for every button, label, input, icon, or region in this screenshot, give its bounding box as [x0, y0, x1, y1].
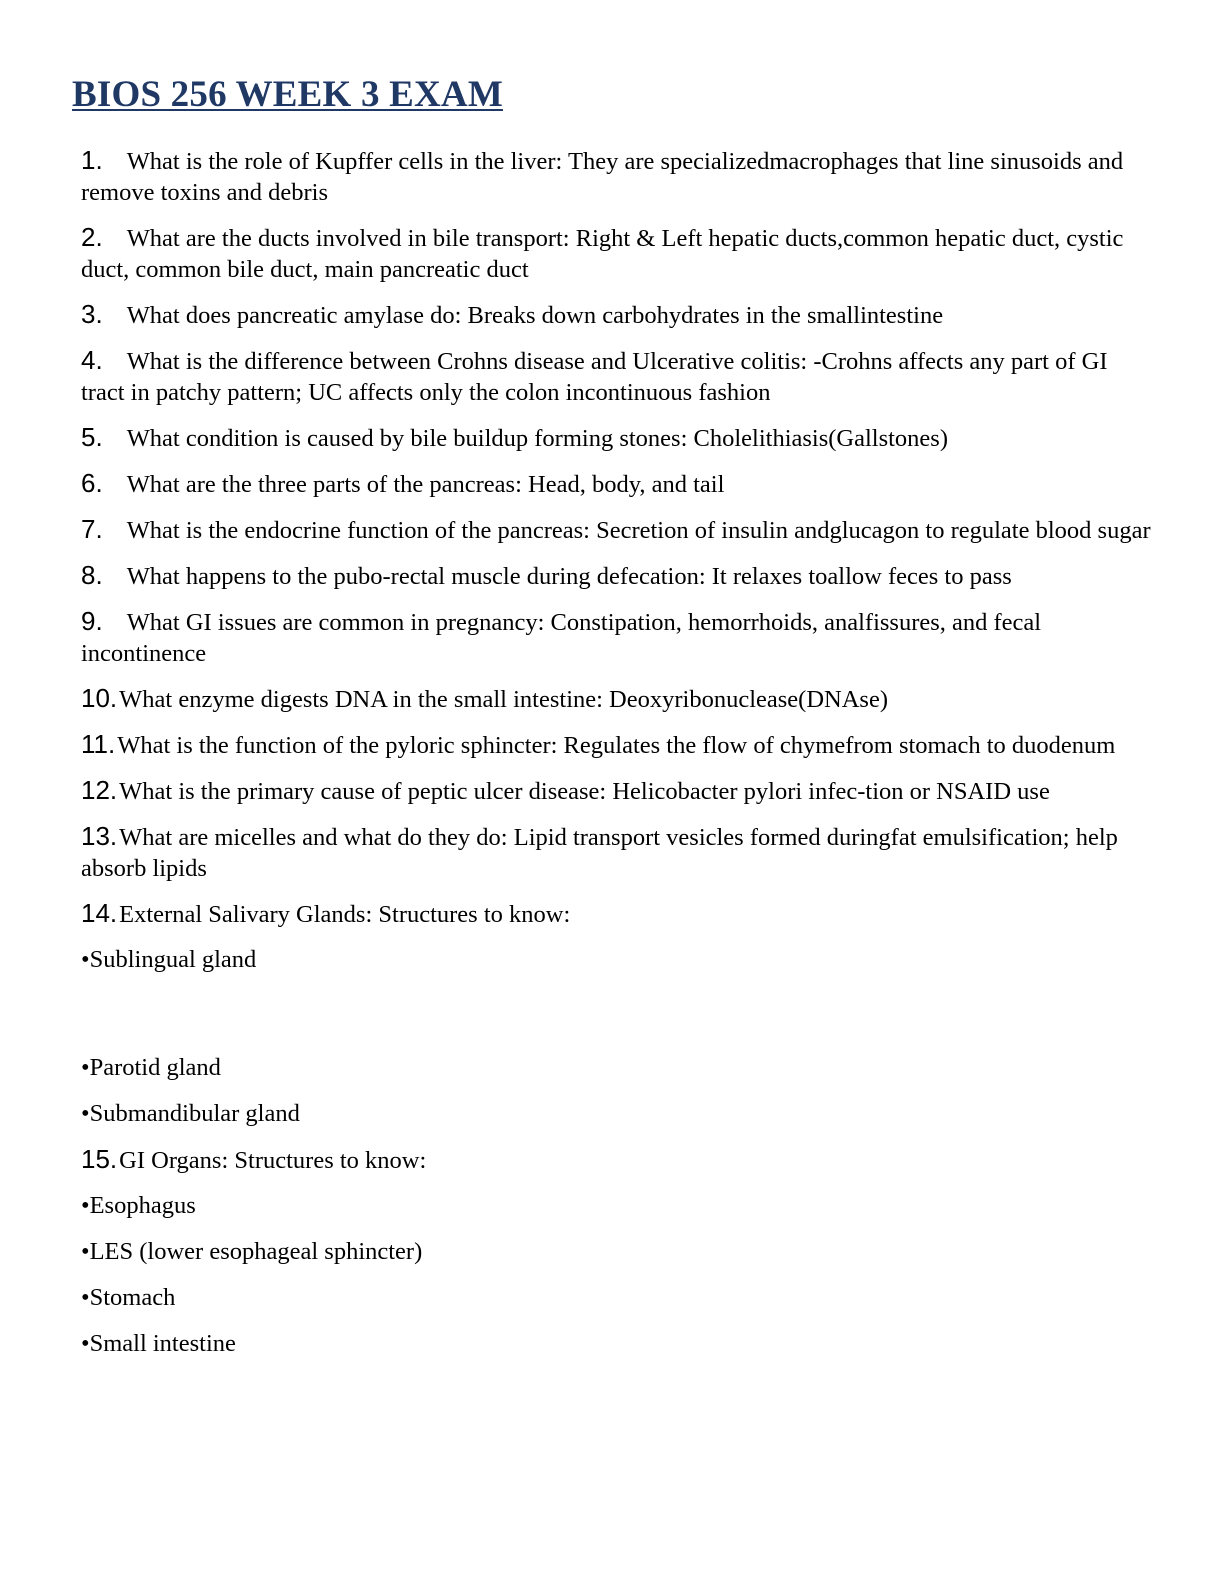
blank-space: [81, 990, 1151, 1052]
question-text: External Salivary Glands: Structures to know:: [119, 901, 571, 928]
question-text: What is the endocrine function of the pancreas: Secretion of insulin andglucagon to regulate blood sugar: [126, 517, 1151, 544]
question-number: 6.: [81, 468, 103, 498]
list-item: •Parotid gland: [81, 1054, 221, 1081]
question-item-3: [81, 299, 1151, 331]
question-text: What happens to the pubo-rectal muscle during defecation: It relaxes toallow feces to pass: [126, 563, 1012, 590]
question-item-14: [81, 898, 1151, 930]
question-item-5: [81, 422, 1151, 454]
question-text: What is the role of Kupffer cells in the liver: They are specializedmacrophages that line sinusoids and remove toxins and debris: [81, 148, 1124, 206]
question-item-4: [81, 345, 1151, 408]
question-number: 13.: [81, 821, 118, 851]
question-number: 14.: [81, 898, 118, 928]
list-item: •Small intestine: [81, 1330, 236, 1357]
question-item-9: [81, 606, 1151, 669]
question-text: What are the ducts involved in bile transport: Right & Left hepatic ducts,common hepatic duct, cystic duct, common bile duct, main pancreatic duct: [81, 225, 1124, 283]
question-item-7: [81, 514, 1151, 546]
question-number: 9.: [81, 606, 103, 636]
question-text: What does pancreatic amylase do: Breaks down carbohydrates in the smallintestine: [126, 302, 944, 329]
question-item-8: [81, 560, 1151, 592]
question-item-10: [81, 683, 1151, 715]
list-item: •Esophagus: [81, 1192, 196, 1219]
question-number: 4.: [81, 345, 103, 375]
question-item-6: [81, 468, 1151, 500]
question-item-1: [81, 145, 1151, 208]
question-number: 2.: [81, 222, 103, 252]
question-number: 1.: [81, 145, 103, 175]
question-number: 10.: [81, 683, 118, 713]
question-number: 8.: [81, 560, 103, 590]
page-title: BIOS 256 WEEK 3 EXAM: [72, 74, 503, 115]
question-item-12: [81, 775, 1151, 807]
question-number: 7.: [81, 514, 103, 544]
question-text: What GI issues are common in pregnancy: Constipation, hemorrhoids, analfissures, and fecal incontinence: [81, 609, 1042, 667]
list-item: •LES (lower esophageal sphincter): [81, 1238, 423, 1265]
question-text: What are the three parts of the pancreas: Head, body, and tail: [126, 471, 725, 498]
question-number: 3.: [81, 299, 103, 329]
question-text: What are micelles and what do they do: Lipid transport vesicles formed duringfat emulsification; help absorb lipids: [81, 824, 1118, 882]
question-text: What condition is caused by bile buildup forming stones: Cholelithiasis(Gallstones): [126, 425, 948, 452]
question-text: What is the function of the pyloric sphincter: Regulates the flow of chymefrom stomach to duodenum: [117, 732, 1116, 759]
list-item: •Stomach: [81, 1284, 176, 1311]
question-number: 15.: [81, 1144, 118, 1174]
question-text: GI Organs: Structures to know:: [119, 1147, 427, 1174]
question-number: 11.: [81, 729, 116, 759]
question-text: What is the difference between Crohns disease and Ulcerative colitis: -Crohns affects any part of GI tract in patchy pattern; UC affects only the colon incontinuous fashion: [81, 348, 1108, 406]
question-text: What is the primary cause of peptic ulcer disease: Helicobacter pylori infec-tion or NSAID use: [119, 778, 1050, 805]
list-item: •Sublingual gland: [81, 946, 257, 973]
question-item-2: [81, 222, 1151, 285]
question-item-11: [81, 729, 1151, 761]
question-text: What enzyme digests DNA in the small intestine: Deoxyribonuclease(DNAse): [119, 686, 888, 713]
question-item-15: [81, 1144, 1151, 1176]
question-number: 5.: [81, 422, 103, 452]
question-list: [81, 145, 1151, 1374]
question-number: 12.: [81, 775, 118, 805]
list-item: •Submandibular gland: [81, 1100, 300, 1127]
question-item-13: [81, 821, 1151, 884]
